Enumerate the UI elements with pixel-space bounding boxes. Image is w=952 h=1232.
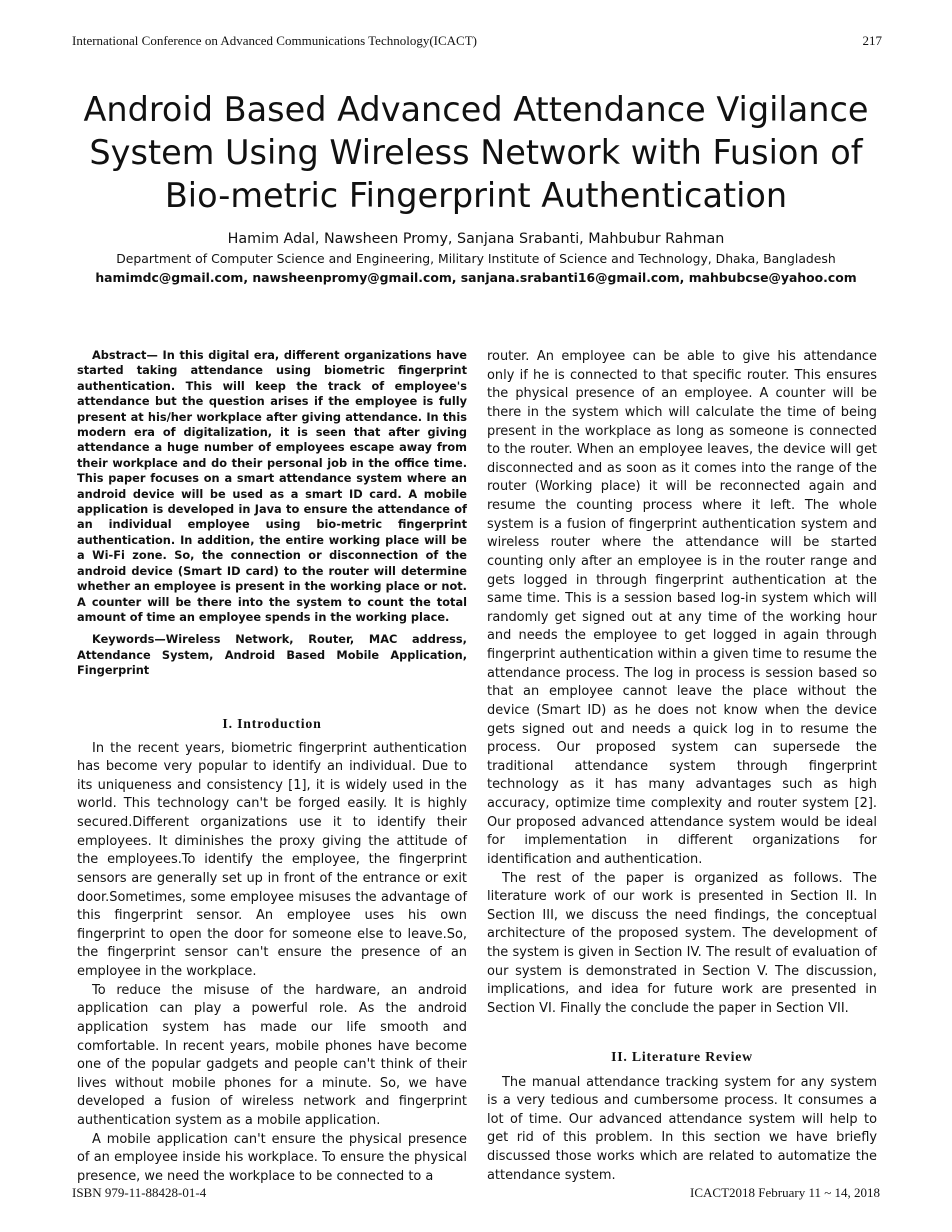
- section-heading-introduction: I. Introduction: [222, 715, 322, 731]
- keywords: Keywords—Wireless Network, Router, MAC address, Attendance System, Android Based Mobile Application, Fingerprint: [77, 632, 467, 678]
- right-column: [487, 348, 877, 1185]
- section-heading-literature-review: II. Literature Review: [611, 1048, 753, 1064]
- page-number: 217: [862, 33, 882, 48]
- running-header-conference: International Conference on Advanced Communications Technology(ICACT): [72, 33, 477, 48]
- intro-paragraph-continued: router. An employee can be able to give his attendance only if he is connected to that specific router. This ensures the physical presence of an employee. A counter will be there in the system which will calculate the time of being present in the workplace as long as someone is connected to the router. When an employee leaves, the device will get disconnected and as soon as it comes into the range of the router (Working place) it will be reconnected again and resume the counting process where it left. The whole system is a fusion of fingerprint authentication system and wireless router where the attendance will be started counting only after an employee is in the router range and gets logged in through fingerprint authentication at the same time. This is a session based log-in system which will randomly get signed out at any time of the working hour and needs the employee to get logged in again through fingerprint authentication within a given time to resume the attendance process. The log in process is session based so that an employee cannot leave the place without the device (Smart ID) as he does not know when the device gets signed out and needs a quick log in to resume the process. Our proposed system can supersede the traditional attendance system through fingerprint technology as it has many advantages such as high accuracy, optimize time complexity and router system [2]. Our proposed advanced attendance system would be ideal for implementation in different organizations for identification and authentication.: [487, 349, 877, 867]
- intro-paragraph: To reduce the misuse of the hardware, an android application can play a powerful role. As the android application system has made our life smooth and comfortable. In recent years, mobile phones have become one of the popular gadgets and people can't think of their lives without mobile phones for a minute. So, we have developed a fusion of wireless network and fingerprint authentication system as a mobile application.: [77, 982, 467, 1129]
- left-column: [77, 348, 467, 1187]
- footer-conference-date: ICACT2018 February 11 ~ 14, 2018: [690, 1185, 880, 1200]
- abstract: Abstract— In this digital era, different organizations have started taking attendance using biometric fingerprint authentication. This will keep the track of employee's attendance but the question arises if the employee is fully present at his/her workplace after giving attendance. In this modern era of digitalization, it is seen that after giving attendance a huge number of employees escape away from their workplace and do their personal job in the office time. This paper focuses on a smart attendance system where an android device will be used as a smart ID card. A mobile application is developed in Java to ensure the attendance of an individual employee using bio-metric fingerprint authentication. In addition, the entire working place will be a Wi-Fi zone. So, the connection or disconnection of the android device (Smart ID card) to the router will determine whether an employee is present in the working place or not. A counter will be there into the system to count the total amount of time an employee spends in the working place.: [77, 348, 467, 624]
- paper-title: Android Based Advanced Attendance Vigilance System Using Wireless Network with Fusion of Bio-metric Fingerprint Authentication: [83, 90, 869, 215]
- footer-isbn: ISBN 979-11-88428-01-4: [72, 1185, 207, 1200]
- literature-paragraph: The manual attendance tracking system for any system is a very tedious and cumbersome process. It consumes a lot of time. Our advanced attendance system will help to get rid of this problem. In this section we have briefly discussed those works which are related to automatize the attendance system.: [487, 1074, 877, 1183]
- author-affiliation: Department of Computer Science and Engineering, Military Institute of Science and Technology, Dhaka, Bangladesh: [116, 251, 836, 266]
- intro-paragraph: A mobile application can't ensure the physical presence of an employee inside his workplace. To ensure the physical presence, we need the workplace to be connected to a: [77, 1131, 467, 1184]
- author-list: Hamim Adal, Nawsheen Promy, Sanjana Srabanti, Mahbubur Rahman: [227, 231, 725, 247]
- intro-paragraph: In the recent years, biometric fingerprint authentication has become very popular to identify an individual. Due to its uniqueness and consistency [1], it is widely used in the world. This technology can't be forged easily. It is highly secured.Different organizations use it to identify their employees. It diminishes the proxy giving the attitude of the employees.To identify the employee, the fingerprint sensors are generally set up in front of the entrance or exit door.Sometimes, some employee misuses the advantage of this fingerprint sensor. An employee uses his own fingerprint to open the door for someone else to leave.So, the fingerprint sensor can't ensure the presence of an employee in the workplace.: [77, 740, 467, 980]
- author-emails: hamimdc@gmail.com, nawsheenpromy@gmail.com, sanjana.srabanti16@gmail.com, mahbubcse@yahoo.com: [95, 270, 857, 285]
- intro-paragraph: The rest of the paper is organized as follows. The literature work of our work is presented in Section II. In Section III, we discuss the need findings, the conceptual architecture of the proposed system. The development of the system is given in Section IV. The result of evaluation of our system is demonstrated in Section V. The discussion, implications, and idea for future work are presented in Section VI. Finally the conclude the paper in Section VII.: [487, 870, 877, 1016]
